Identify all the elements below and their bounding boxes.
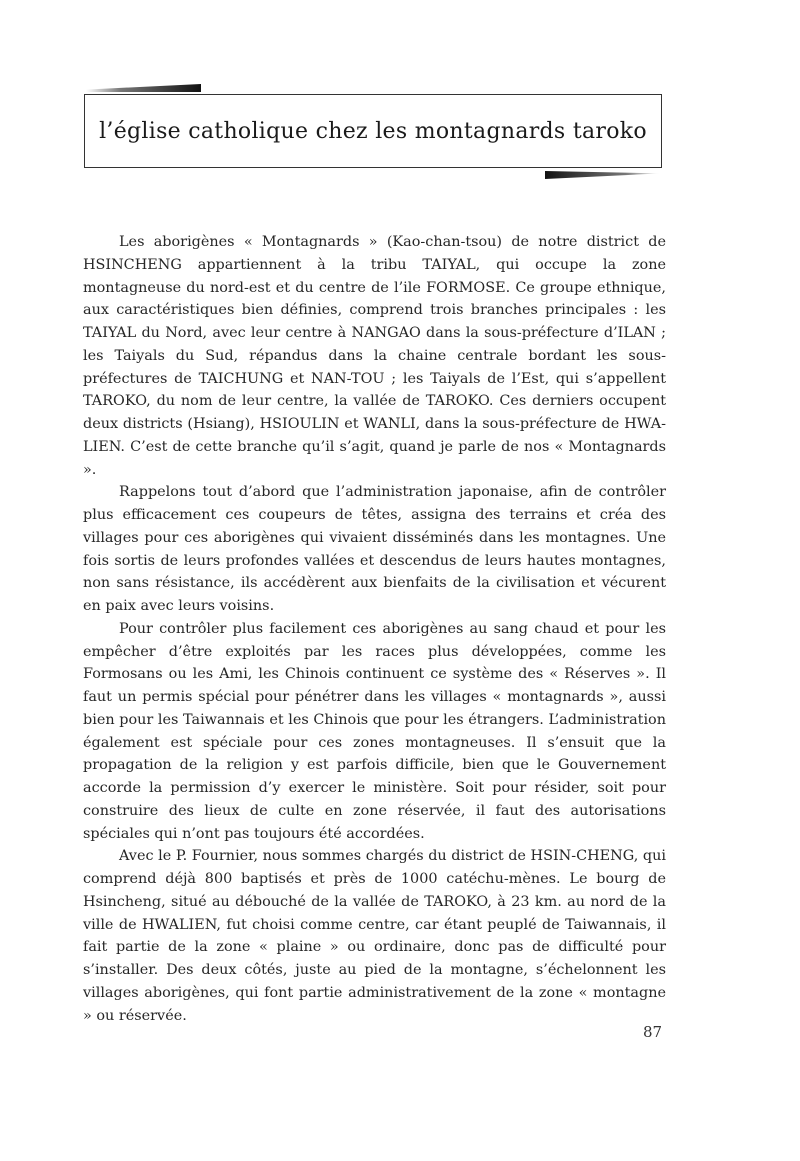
chapter-title-box — [84, 94, 662, 168]
paragraph: Pour contrôler plus facilement ces aborigènes au sang chaud et pour les empêcher d’être exploités par les races plus développées, comme les Formosans ou les Ami, les Chinois continuent ce système des « Réserves ». Il faut un permis spécial pour pénétrer dans les villages « montagnards », aussi bien pour les Taiwannais et les Chinois que pour les étrangers. L’administration également est spéciale pour ces zones montagneuses. Il s’ensuit que la propagation de la religion y est parfois difficile, bien que le Gouvernement accorde la permission d’y exercer le ministère. Soit pour résider, soit pour construire des lieux de culte en zone réservée, il faut des autorisations spéciales qui n’ont pas toujours été accordées. — [83, 620, 666, 842]
body-text — [83, 231, 666, 1027]
page-number: 87 — [643, 1023, 663, 1041]
title-ornament-top — [86, 84, 201, 92]
paragraph: Rappelons tout d’abord que l’administration japonaise, afin de contrôler plus efficacement ces coupeurs de têtes, assigna des terrains et créa des villages pour ces aborigènes qui vivaient disséminés dans les montagnes. Une fois sortis de leurs profondes vallées et descendus de leurs hautes montagnes, non sans résistance, ils accédèrent aux bienfaits de la civilisation et vécurent en paix avec leurs voisins. — [83, 484, 666, 614]
title-ornament-bottom — [545, 171, 660, 179]
chapter-title: l’église catholique chez les montagnards taroko — [99, 118, 647, 144]
paragraph: Les aborigènes « Montagnards » (Kao-chan-tsou) de notre district de HSINCHENG appartiennent à la tribu TAIYAL, qui occupe la zone montagneuse du nord-est et du centre de l’ile FORMOSE. Ce groupe ethnique, aux caractéristiques bien définies, comprend trois branches principales : les TAIYAL du Nord, avec leur centre à NANGAO dans la sous-préfecture d’ILAN ; les Taiyals du Sud, répandus dans la chaine centrale bordant les sous-préfectures de TAICHUNG et NAN-TOU ; les Taiyals de l’Est, qui s’appellent TAROKO, du nom de leur centre, la vallée de TAROKO. Ces derniers occupent deux districts (Hsiang), HSIOULIN et WANLI, dans la sous-préfecture de HWA-LIEN. C’est de cette branche qu’il s’agit, quand je parle de nos « Montagnards ». — [83, 234, 666, 478]
paragraph: Avec le P. Fournier, nous sommes chargés du district de HSIN-CHENG, qui comprend déjà 800 baptisés et près de 1000 catéchu-mènes. Le bourg de Hsincheng, situé au débouché de la vallée de TAROKO, à 23 km. au nord de la ville de HWALIEN, fut choisi comme centre, car étant peuplé de Taiwannais, il fait partie de la zone « plaine » ou ordinaire, donc pas de difficulté pour s’installer. Des deux côtés, juste au pied de la montagne, s’échelonnent les villages aborigènes, qui font partie administrativement de la zone « montagne » ou réservée. — [83, 848, 666, 1024]
